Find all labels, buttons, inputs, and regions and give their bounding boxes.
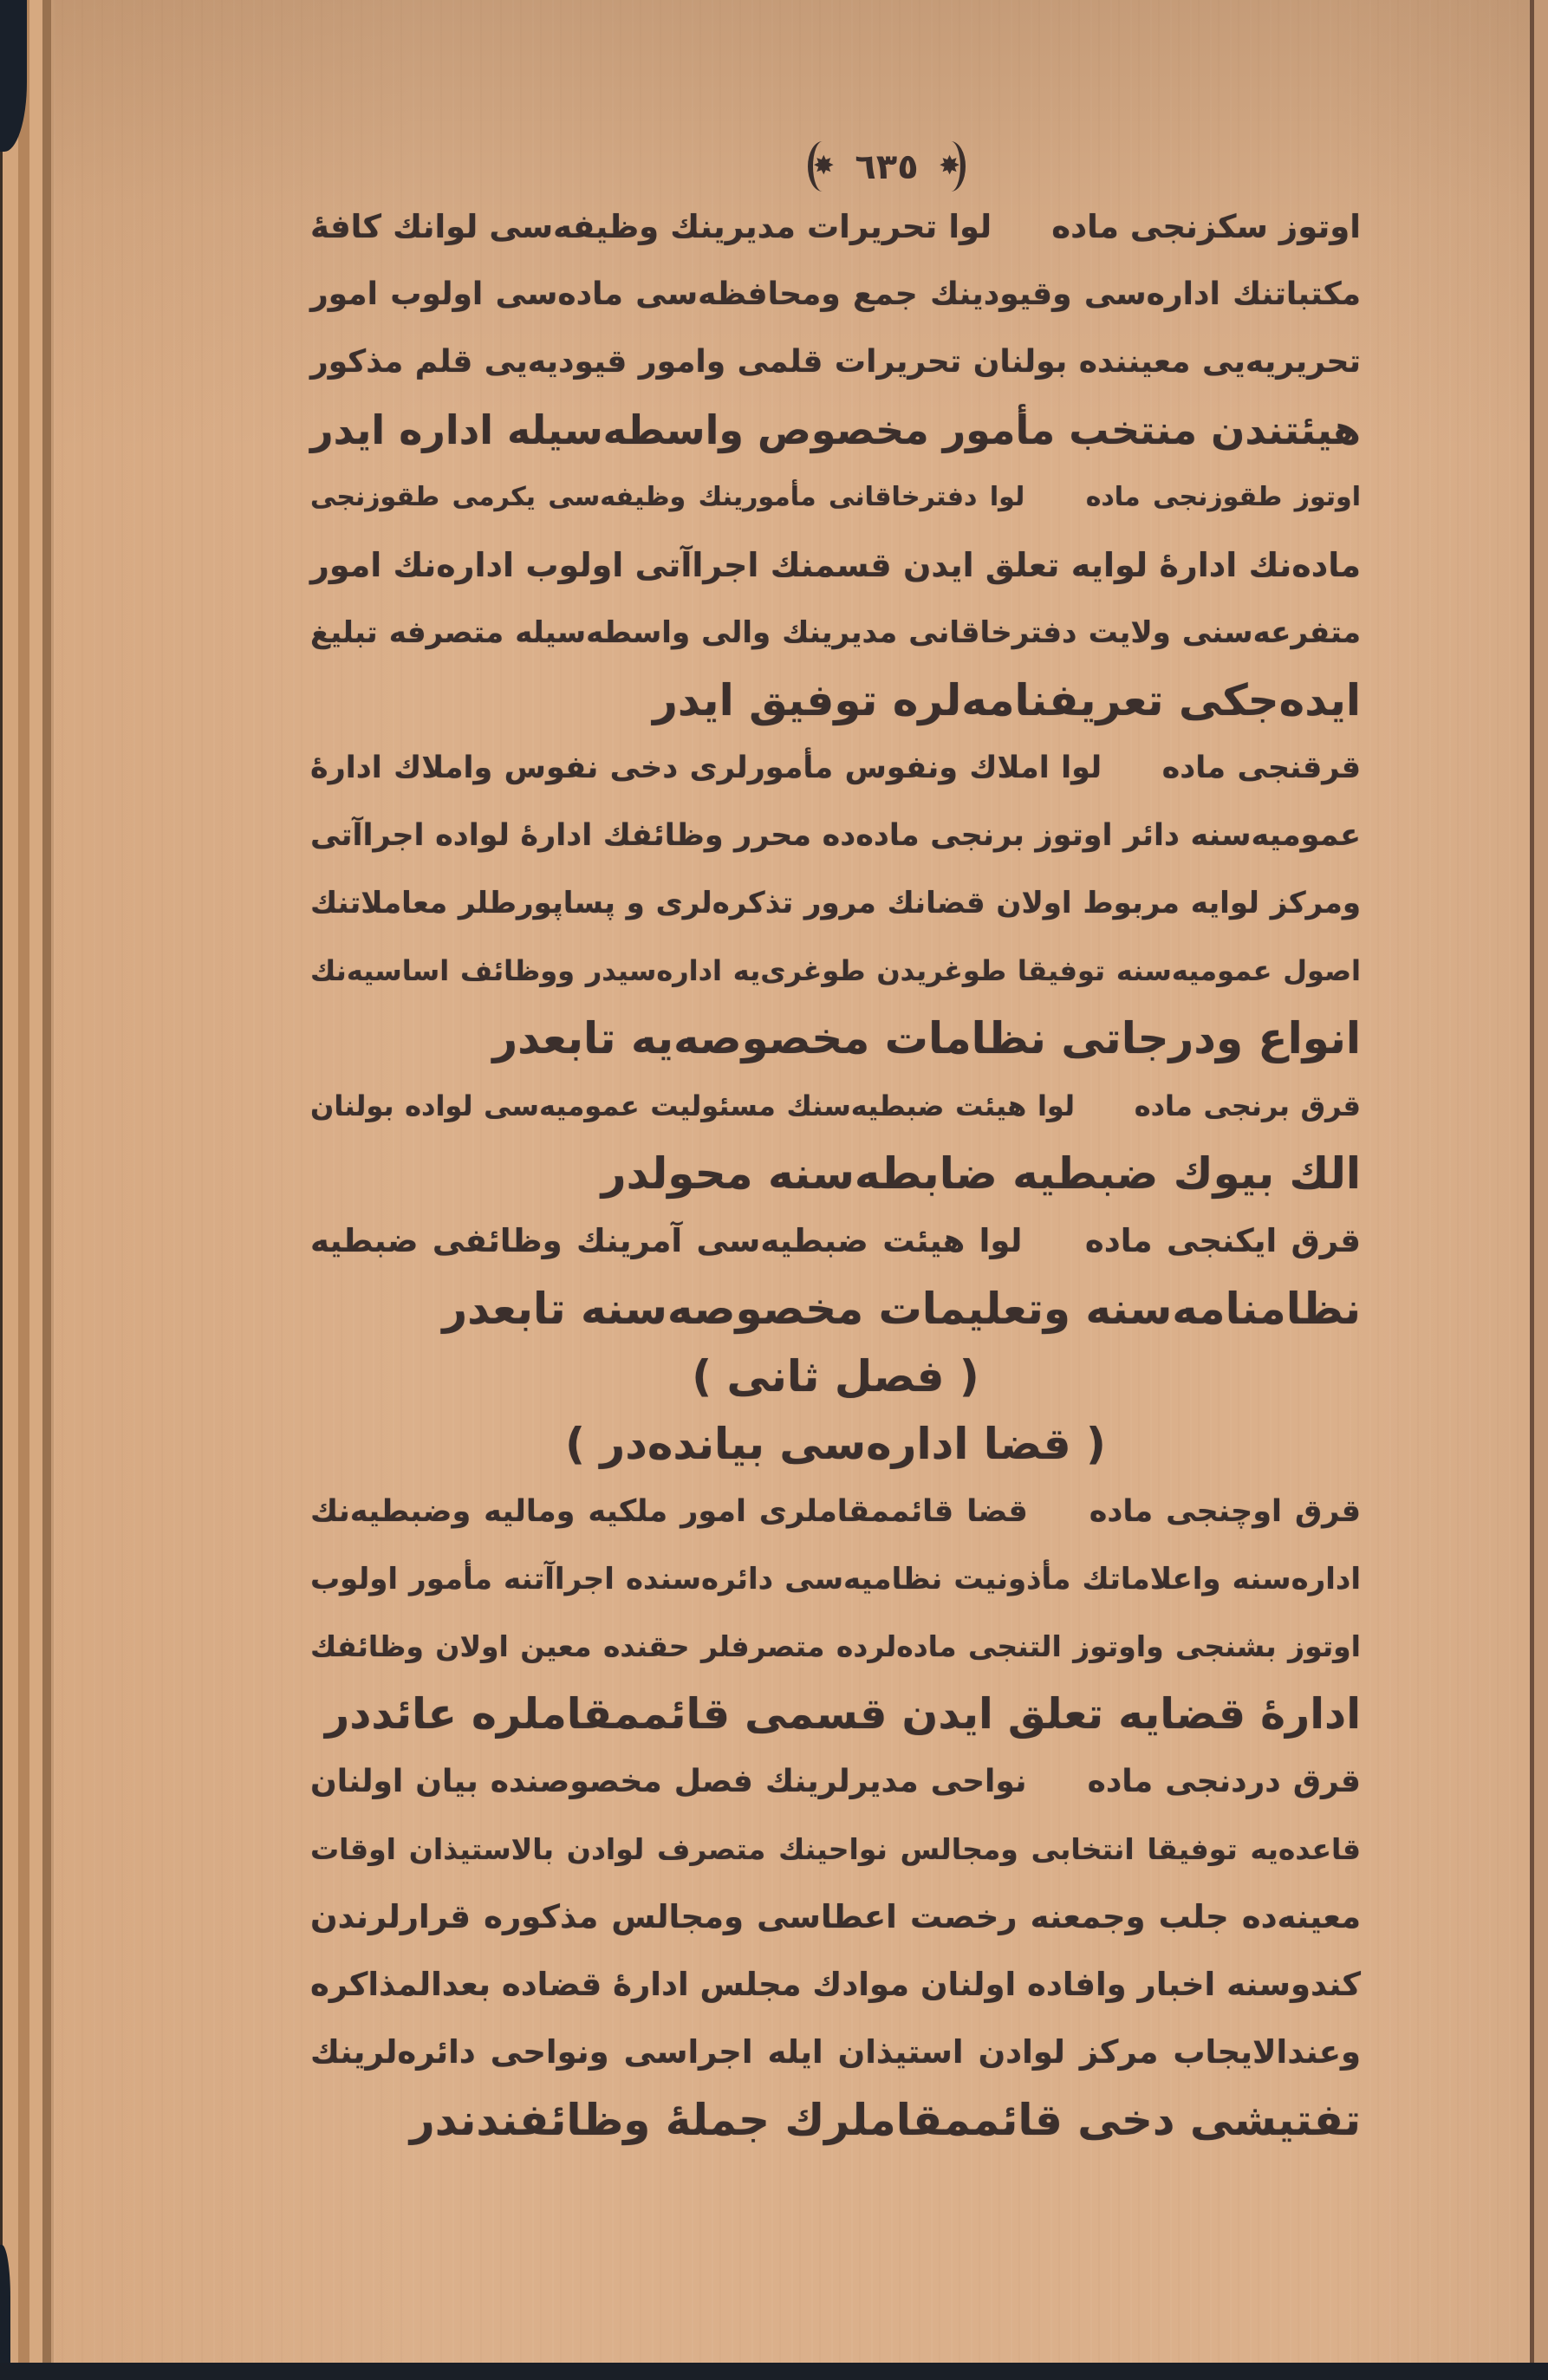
page-body-text	[310, 193, 1361, 2154]
text-line: تحریریه‌یی معیننده بولنان تحریرات قلمی وامور قیودیه‌یی قلم مذکور	[310, 344, 1361, 380]
article-text: نواحی مدیرلرینك فصل مخصوصنده بیان اولنان	[310, 1764, 1027, 1799]
article-text: لوا دفترخاقانی مأمورینك وظیفه‌سی یکرمی طقوزنجی	[310, 482, 1025, 512]
text-line: کندوسنه اخبار وافاده اولنان موادك مجلس اداره‌ٔ قضاده بعدالمذاکره	[310, 1966, 1361, 2003]
article-label: اوتوز سکزنجی ماده	[1051, 208, 1361, 245]
article-label: اوتوز طقوزنجی ماده	[1085, 482, 1361, 512]
article-39-line	[310, 464, 1361, 531]
text-line: ماده‌نك اداره‌ٔ لوایه تعلق ایدن قسمنك اجراآتی اولوب اداره‌نك امور	[310, 546, 1361, 584]
text-line: معینه‌ده جلب وجمعنه رخصت اعطاسی ومجالس مذکوره قرارلرندن	[310, 1898, 1361, 1935]
article-label: قرق ایکنجی ماده	[1084, 1222, 1361, 1259]
text-line: اصول عمومیه‌سنه توفیقا طوغریدن طوغری‌یه اداره‌سیدر ووظائف اساسیه‌نك	[310, 954, 1361, 987]
article-text: لوا هیئت ضبطیه‌سی آمرینك وظائفی ضبطیه	[310, 1222, 1023, 1259]
article-text: لوا املاك ونفوس مأمورلری دخی نفوس واملاك اداره‌ٔ	[310, 751, 1102, 785]
article-41-line	[310, 1072, 1361, 1140]
page-number: ٦٣٥	[855, 147, 919, 187]
article-label: قرق اوچنجی ماده	[1089, 1494, 1361, 1529]
text-line: عمومیه‌سنه دائر اوتوز برنجی ماده‌ده محرر وظائفك اداره‌ٔ لواده اجراآتی	[310, 818, 1361, 853]
facing-page-edge	[1534, 0, 1548, 2363]
article-label: قرق برنجی ماده	[1134, 1089, 1362, 1122]
text-line: متفرعه‌سنی ولایت دفترخاقانی مدیرینك والی واسطه‌سیله متصرفه تبلیغ	[310, 615, 1361, 650]
text-line: الك بیوك ضبطیه ضابطه‌سنه محولدر	[601, 1148, 1361, 1199]
article-42-line	[310, 1207, 1361, 1275]
text-line: مکتباتنك اداره‌سی وقیودینك جمع ومحافظه‌سی ماده‌سی اولوب امور	[310, 276, 1361, 312]
text-line: انواع ودرجاتی نظامات مخصوصه‌یه تابعدر	[492, 1013, 1361, 1063]
section-subheading: ( قضا اداره‌سی بیانده‌در )	[565, 1419, 1106, 1469]
article-40-line	[310, 734, 1361, 802]
text-line: اوتوز بشنجی واوتوز التنجی ماده‌لرده متصرفلر حقنده معین اولان وظائفك	[310, 1629, 1361, 1663]
article-label: قرقنجی ماده	[1161, 751, 1362, 785]
article-43-line	[310, 1478, 1361, 1545]
article-text: قضا قائممقاملری امور ملکیه ومالیه وضبطیه‌نك	[310, 1494, 1028, 1529]
text-line: هیئتندن منتخب مأمور مخصوص واسطه‌سیله اداره ایدر	[310, 406, 1361, 453]
section-heading: ( فصل ثانی )	[692, 1351, 979, 1401]
article-label: قرق دردنجی ماده	[1087, 1764, 1361, 1799]
page-number-header	[796, 139, 978, 196]
text-line: قاعده‌یه توفیقا انتخابی ومجالس نواحینك متصرف لوادن بالاستیذان اوقات	[310, 1832, 1361, 1866]
article-text: لوا هیئت ضبطیه‌سنك مسئولیت عمومیه‌سی لواده بولنان	[310, 1089, 1076, 1122]
text-line: اداره‌سنه واعلاماتك مأذونیت نظامیه‌سی دائره‌سنده اجراآتنه مأمور اولوب	[310, 1562, 1361, 1596]
page-edges-left	[0, 0, 57, 2364]
text-line: وعندالایجاب مرکز لوادن استیذان ایله اجراسی ونواحی دائره‌لرینك	[310, 2033, 1361, 2071]
text-line: اداره‌ٔ قضایه تعلق ایدن قسمی قائممقاملره عائددر	[325, 1689, 1361, 1739]
text-line: ومرکز لوایه مربوط اولان قضانك مرور تذکره‌لری و پساپورطلر معاملاتنك	[310, 886, 1361, 920]
text-line: نظامنامه‌سنه وتعلیمات مخصوصه‌سنه تابعدر	[442, 1284, 1361, 1334]
ornament-left-icon: ✸	[804, 140, 839, 195]
article-text: لوا تحریرات مدیرینك وظیفه‌سی لوانك کافهٔ	[310, 208, 992, 245]
article-44-line	[310, 1748, 1361, 1816]
ornament-right-icon: ✸	[934, 140, 969, 195]
article-38-line	[310, 193, 1361, 261]
text-line: تفتیشی دخی قائممقاملرك جمله‌ٔ وظائفندندر	[409, 2095, 1361, 2145]
text-line: ایده‌جکی تعریفنامه‌لره توفیق ایدر	[653, 675, 1361, 725]
book-cover-bottom-edge	[0, 2363, 1548, 2380]
